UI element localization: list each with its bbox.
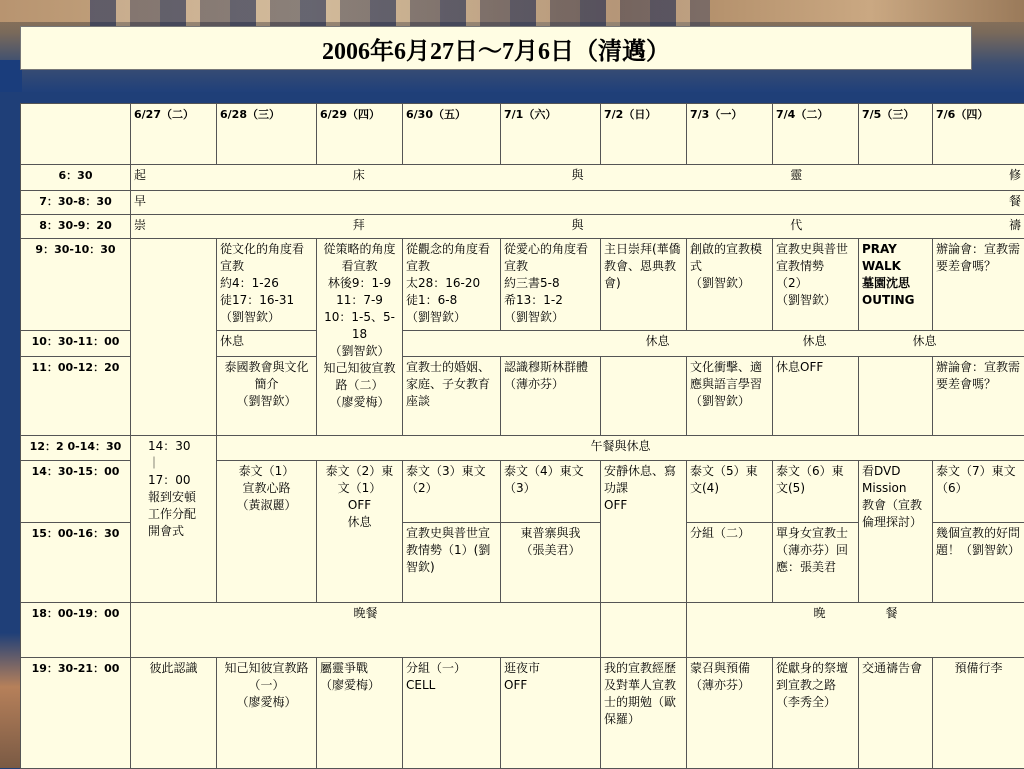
session-text: 泰文（1） 宣教心路 （黃淑麗） xyxy=(220,463,313,514)
session-cell xyxy=(501,357,601,436)
session-text: 蒙召與預備 （薄亦芬） xyxy=(690,660,769,694)
table-row xyxy=(21,215,1024,239)
session-cell xyxy=(859,461,933,603)
dinner-char: 晚 xyxy=(813,605,825,622)
spread-char: 修 xyxy=(1009,167,1021,184)
session-cell xyxy=(317,658,403,769)
arrival-cell xyxy=(131,436,217,603)
morning-devotion-cell xyxy=(131,165,1024,191)
arrival-text: 14：30 ｜ 17：00 報到安頓 工作分配 開會式 xyxy=(134,438,213,540)
session-cell xyxy=(403,658,501,769)
session-text: 逛夜市 OFF xyxy=(504,660,597,694)
session-text: PRAY WALK 墓園沈思 OUTING xyxy=(862,241,929,309)
dinner-cell xyxy=(687,603,1024,658)
time-cell: 11：00-12：20 xyxy=(21,357,131,436)
session-text: 屬靈爭戰 （廖愛梅） xyxy=(320,660,399,694)
break-cell: 休息 xyxy=(217,331,317,357)
session-text: 分組（二） xyxy=(690,525,769,542)
session-text: 泰文（5）東文(4) xyxy=(690,463,769,497)
spread-char: 崇 xyxy=(134,217,146,234)
session-text: 東普寨與我 （張美君） xyxy=(504,525,597,559)
session-text: 泰國教會與文化簡介 （劉智欽） xyxy=(220,359,313,410)
session-cell xyxy=(933,523,1024,603)
session-cell xyxy=(217,461,317,603)
time-cell: 12：2 0-14：30 xyxy=(21,436,131,461)
session-cell xyxy=(933,461,1024,523)
session-cell xyxy=(773,357,859,436)
spread-char: 靈 xyxy=(790,167,802,184)
time-cell: 14：30-15：00 xyxy=(21,461,131,523)
session-cell xyxy=(403,357,501,436)
spread-char: 早 xyxy=(134,193,146,210)
table-row xyxy=(21,165,1024,191)
session-text: 泰文（3）東文（2） xyxy=(406,463,497,497)
time-cell: 7：30-8：30 xyxy=(21,191,131,215)
break-label: 休息 xyxy=(913,333,937,350)
session-cell xyxy=(217,357,317,436)
spread-char: 禱 xyxy=(1009,217,1021,234)
lunch-cell: 午餐與休息 xyxy=(217,436,1024,461)
session-cell xyxy=(773,523,859,603)
session-cell xyxy=(403,523,501,603)
spread-char: 餐 xyxy=(1009,193,1021,210)
session-text: 宣教史與普世宣教情勢（1）(劉智欽) xyxy=(406,525,497,576)
spread-char: 與 xyxy=(571,167,583,184)
time-cell: 8：30-9：20 xyxy=(21,215,131,239)
spread-char: 代 xyxy=(790,217,802,234)
session-cell xyxy=(601,658,687,769)
session-text: 宣教史與普世宣教情勢（2） （劉智欽） xyxy=(776,241,855,309)
session-text: 從獻身的祭壇到宣教之路（李秀全） xyxy=(776,660,855,711)
session-cell xyxy=(501,523,601,603)
table-row xyxy=(21,603,1024,658)
banner-edge xyxy=(0,60,22,92)
session-text: 從愛心的角度看宣教 約三書5-8 希13：1-2 （劉智欽） xyxy=(504,241,597,326)
session-cell xyxy=(687,658,773,769)
session-text: 安靜休息、寫功課 OFF xyxy=(604,463,683,514)
session-cell xyxy=(501,658,601,769)
session-cell xyxy=(773,239,859,331)
session-cell xyxy=(601,239,687,331)
session-text: 從文化的角度看宣教 約4：1-26 徒17：16-31 （劉智欽） xyxy=(220,241,313,326)
day-header: 6/30（五） xyxy=(403,104,501,165)
session-text: 文化衝擊、適應與語言學習 （劉智欽） xyxy=(690,359,769,410)
session-cell xyxy=(687,461,773,523)
dinner-cell: 晚餐 xyxy=(131,603,601,658)
time-cell: 18：00-19：00 xyxy=(21,603,131,658)
session-cell xyxy=(403,461,501,523)
day-header: 7/6（四） xyxy=(933,104,1024,165)
empty-cell xyxy=(601,603,687,658)
session-cell xyxy=(687,357,773,436)
session-text: 創啟的宣教模式 （劉智欽） xyxy=(690,241,769,292)
header-banner xyxy=(0,0,1024,92)
session-cell xyxy=(403,239,501,331)
schedule-table xyxy=(20,103,1024,769)
spread-char: 拜 xyxy=(353,217,365,234)
session-text: 宣教士的婚姻、家庭、子女教育座談 xyxy=(406,359,497,410)
time-cell: 15：00-16：30 xyxy=(21,523,131,603)
session-text: 泰文（6）東文(5) xyxy=(776,463,855,497)
spread-char: 床 xyxy=(353,167,365,184)
session-cell xyxy=(773,658,859,769)
table-row xyxy=(21,658,1024,769)
left-decor-strip xyxy=(0,92,20,768)
session-text: 交通禱告會 xyxy=(862,660,929,677)
worship-cell xyxy=(131,215,1024,239)
session-cell xyxy=(601,461,687,603)
session-cell xyxy=(501,461,601,523)
session-text: 彼此認識 xyxy=(134,660,213,677)
time-cell: 9：30-10：30 xyxy=(21,239,131,331)
session-text: 分組（一） CELL xyxy=(406,660,497,694)
session-cell xyxy=(217,658,317,769)
day-header: 7/3（一） xyxy=(687,104,773,165)
day-header: 7/4（二） xyxy=(773,104,859,165)
header-row xyxy=(21,104,1024,165)
session-cell xyxy=(317,239,403,436)
session-text: 我的宣教經歷及對華人宣教士的期勉（歐保羅） xyxy=(604,660,683,728)
session-text: 辦論會：宣教需要差會嗎？ xyxy=(936,359,1021,393)
session-cell xyxy=(501,239,601,331)
session-cell xyxy=(687,239,773,331)
table-row xyxy=(21,239,1024,331)
session-cell xyxy=(131,658,217,769)
day-header: 6/29（四） xyxy=(317,104,403,165)
break-label: 休息 xyxy=(802,333,826,350)
spread-char: 與 xyxy=(571,217,583,234)
time-cell: 6：30 xyxy=(21,165,131,191)
session-text: 泰文（7）東文（6） xyxy=(936,463,1021,497)
spread-char: 起 xyxy=(134,167,146,184)
session-cell xyxy=(317,461,403,603)
session-cell xyxy=(687,523,773,603)
breakfast-cell xyxy=(131,191,1024,215)
empty-cell xyxy=(859,357,933,436)
session-text: 知己知彼宣教路（一） （廖愛梅） xyxy=(220,660,313,711)
session-cell xyxy=(933,239,1024,331)
day-header: 7/2（日） xyxy=(601,104,687,165)
session-text: 從策略的角度看宣教 林後9：1-9 11：7-9 10：1-5、5-18 （劉智欽） 知己知彼宣教路（二） （廖愛梅） xyxy=(320,241,399,411)
day-header: 7/5（三） xyxy=(859,104,933,165)
session-cell xyxy=(859,658,933,769)
session-text: 從觀念的角度看宣教 太28：16-20 徒1：6-8 （劉智欽） xyxy=(406,241,497,326)
session-text: 幾個宣教的好問題！（劉智欽） xyxy=(936,525,1021,559)
empty-cell xyxy=(131,239,217,436)
session-cell xyxy=(859,239,933,331)
session-text: 單身女宣教士（薄亦芬）回應：張美君 xyxy=(776,525,855,576)
session-cell xyxy=(933,658,1024,769)
break-label: 休息 xyxy=(645,333,669,350)
session-cell xyxy=(217,239,317,331)
time-cell: 10：30-11：00 xyxy=(21,331,131,357)
session-text: 泰文（4）東文（3） xyxy=(504,463,597,497)
session-text: 認識穆斯林群體（薄亦芬） xyxy=(504,359,597,393)
table-row xyxy=(21,191,1024,215)
day-header: 7/1（六） xyxy=(501,104,601,165)
time-cell: 19：30-21：00 xyxy=(21,658,131,769)
session-text: 休息OFF xyxy=(776,359,855,376)
session-text: 看DVD Mission 教會（宣教倫理探討） xyxy=(862,463,929,531)
empty-cell xyxy=(601,357,687,436)
session-text: 泰文（2）東文（1） OFF 休息 xyxy=(320,463,399,531)
session-cell xyxy=(933,357,1024,436)
break-cell xyxy=(403,331,1024,357)
session-text: 預備行李 xyxy=(936,660,1021,677)
corner-cell xyxy=(21,104,131,165)
session-cell xyxy=(773,461,859,523)
table-row xyxy=(21,436,1024,461)
title-box xyxy=(20,26,972,70)
dinner-char: 餐 xyxy=(886,605,898,622)
day-header: 6/28（三） xyxy=(217,104,317,165)
session-text: 主日崇拜(華僑教會、恩典教會) xyxy=(604,241,683,292)
session-text: 辦論會：宣教需要差會嗎？ xyxy=(936,241,1021,275)
day-header: 6/27（二） xyxy=(131,104,217,165)
page-title: 2006年6月27日～7月6日（清邁） xyxy=(322,31,670,66)
